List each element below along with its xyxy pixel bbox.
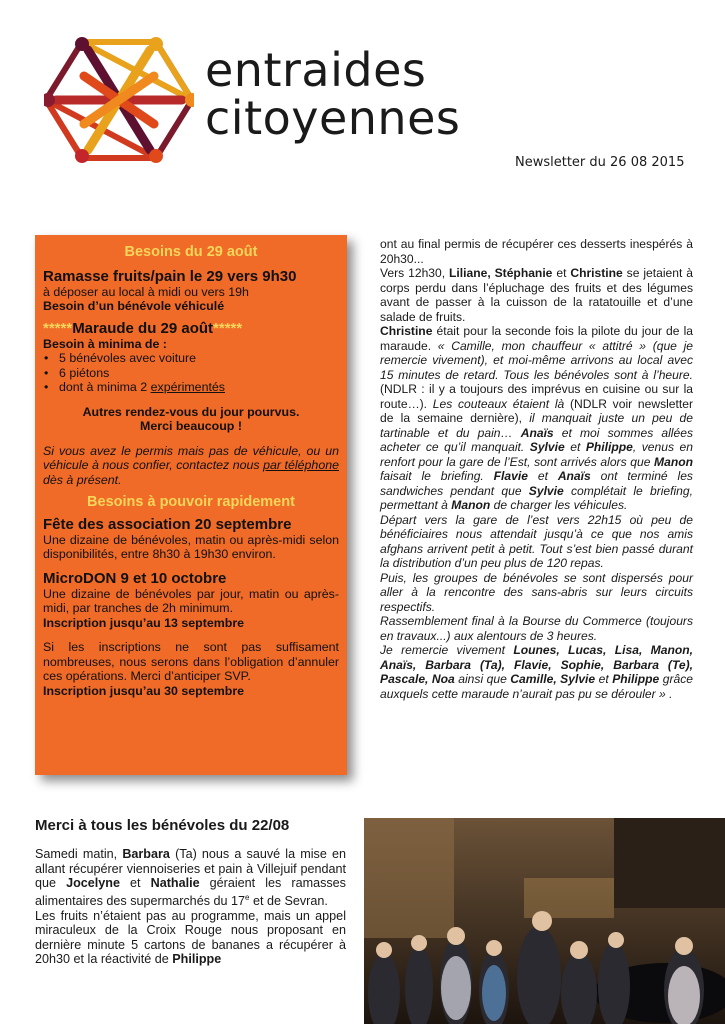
text-span: « Camille, mon chauffeur « attitré » (que je remercie vivement), et moi-même arrivons au local avec 15 minutes de retard. Tous les bénévoles sont à l’heure. (380, 338, 694, 382)
ramasse-line1: à déposer au local à midi ou vers 19h (43, 284, 249, 299)
name: Anaïs (520, 425, 554, 440)
text-span: ont terminé les sandwiches pendant que (380, 469, 693, 498)
name: Manon (451, 498, 491, 512)
needs-list (43, 351, 339, 395)
name: Sylvie (529, 440, 565, 454)
text-span: et (552, 266, 571, 280)
needs-box (35, 235, 347, 775)
text-span: et de Sevran. (249, 893, 328, 908)
report-p2 (380, 266, 693, 324)
merci-text (35, 847, 346, 967)
report-p3 (380, 324, 693, 513)
text-span: (Ta) nous a sauvé la mise en allant récupérer viennoiseries et pain à Villejuif pendant que (35, 847, 347, 891)
maraude-report (380, 237, 693, 701)
report-p1: ont au final permis de récupérer ces desserts inespérés à 20h30... (380, 237, 693, 266)
text-span: (NDLR voir newsletter de la semaine dernière), (380, 396, 693, 425)
stars-right: ***** (213, 319, 243, 337)
minima-label: Besoin à minima de : (43, 336, 167, 351)
text-span: se jetaient à corps perdu dans l’épluchage des fruits et des légumes avant de passer à la cuisson de la ratatouille et d’une salade de fruits. (380, 266, 694, 324)
fete-text: Une dizaine de bénévoles, matin ou après-midi selon disponibilités, entre 8h30 à 19h30 environ. (43, 532, 339, 561)
report-p7 (380, 643, 693, 701)
volunteers-photo (364, 818, 725, 1024)
report-p4: Départ vers la gare de l’est vers 22h15 où peu de bénéficiaires nous attendait jusqu’à ce que nos amis afghans arrivent petit à petit. Tout s’est bien passé durant la distribution d’un peu plus de 120 repas. (380, 512, 693, 570)
names: Liliane, Stéphanie (449, 266, 553, 280)
name: Anaïs (557, 469, 591, 483)
text-span: , venus en renfort pour la gare de l’Est, sont arrivés alors que (380, 440, 693, 469)
text-span: il manquait juste un peu de tartinable et du pain… (380, 411, 693, 440)
text-span: Les fruits n’étaient pas au programme, mais un appel miraculeux de la Croix Rouge nous proposant en dernière minute 5 cartons de bananes a récupérer à 20h30 et la réactivité de (35, 908, 346, 967)
brand-line1: entraides (205, 43, 427, 97)
text-span: et (119, 876, 151, 891)
microdon-text: Une dizaine de bénévoles par jour, matin ou après-midi, par tranches de 2h minimum. (43, 586, 339, 615)
permis-end: dès à présent. (43, 472, 122, 487)
list-item: • 6 piétons (43, 366, 339, 381)
text-span: Je remercie vivement (380, 643, 514, 657)
ramasse-line2: Besoin d’un bénévole véhiculé (43, 299, 225, 313)
text-span: Vers 12h30, (380, 266, 450, 280)
superscript: e (245, 892, 250, 902)
telephone-link[interactable]: par téléphone (263, 458, 339, 472)
entraides-logo (44, 36, 194, 164)
text-span: de charger les véhicules. (490, 498, 628, 512)
names: Camille, Sylvie (510, 672, 596, 686)
text-span: géraient les ramasses alimentaires des supermarchés du 17 (35, 876, 346, 908)
name: Barbara (122, 847, 170, 861)
brand-name (205, 43, 461, 145)
text-span: (NDLR : il y a toujours des imprévus en cuisine ou sur la route…). (380, 382, 693, 411)
name: Philippe (612, 672, 660, 686)
list-item-prefix: dont à minima 2 (59, 380, 151, 394)
permis-main: Si vous avez le permis mais pas de véhicule, ou un véhicule à nous confier, contactez nous (43, 443, 339, 472)
text-span: et (595, 672, 613, 686)
box-heading-2: Besoins à pouvoir rapidement (87, 494, 295, 510)
warning-text: Si les inscriptions ne sont pas suffisament nombreuses, nous serons dans l’obligation d’annuler ces opérations. Merci d’anticiper SVP. (43, 640, 339, 683)
autres-line1: Autres rendez-vous du jour pourvus. (82, 404, 300, 419)
list-item (43, 380, 339, 395)
name: Jocelyne (66, 876, 120, 891)
maraude-title-row (43, 320, 339, 337)
microdon-inscription: Inscription jusqu’au 13 septembre (43, 615, 245, 630)
text-span: Les couteaux étaient là (432, 396, 565, 411)
fete-title: Fête des association 20 septembre (43, 515, 292, 533)
merci-p2 (35, 909, 346, 967)
text-span: Samedi matin, (35, 847, 123, 861)
text-span: complétait le briefing, permettant à (380, 483, 693, 512)
name: Nathalie (150, 876, 200, 891)
name: Christine (570, 266, 623, 280)
stars-left: ***** (43, 319, 73, 337)
brand-line2: citoyennes (205, 91, 461, 145)
text-span: grâce auxquels cette maraude n’aurait pas pu se dérouler » . (380, 672, 694, 701)
report-p6: Rassemblement final à la Bourse du Commerce (toujours en travaux...) aux alentours de 3 heures. (380, 614, 693, 643)
text-span: et (527, 469, 558, 483)
names: Lounes, Lucas, Lisa, Manon, Anaïs, Barbara (Ta), Flavie, Sophie, Barbara (Te), Pascale, Noa (380, 643, 693, 686)
text-span: était pour la seconde fois la pilote du jour de la maraude. (380, 324, 693, 353)
warning-inscription: Inscription jusqu’au 30 septembre (43, 683, 245, 698)
merci-p1 (35, 847, 346, 909)
box-heading-1: Besoins du 29 août (124, 244, 258, 260)
text-span: et moi sommes allées acheter ce qu’il manquait. (380, 425, 693, 454)
permis-text (43, 444, 339, 488)
list-item: • 5 bénévoles avec voiture (43, 351, 339, 366)
name: Flavie (493, 469, 528, 483)
experimentes-link[interactable]: expérimentés (150, 380, 225, 394)
microdon-title: MicroDON 9 et 10 octobre (43, 569, 227, 587)
name: Philippe (585, 440, 633, 454)
name: Philippe (172, 952, 222, 967)
autres-line2: Merci beaucoup ! (140, 419, 242, 433)
name: Christine (380, 324, 433, 338)
text-span: ainsi que (454, 672, 511, 686)
ramasse-title: Ramasse fruits/pain le 29 vers 9h30 (43, 267, 297, 285)
text-span: et (564, 440, 586, 454)
maraude-title: Maraude du 29 août (72, 319, 214, 337)
report-p5: Puis, les groupes de bénévoles se sont dispersés pour aller à la rencontre des sans-abris sur leurs circuits respectifs. (380, 570, 693, 614)
text-span: faisait le briefing. (380, 469, 494, 483)
merci-title: Merci à tous les bénévoles du 22/08 (35, 817, 290, 834)
name: Sylvie (528, 483, 564, 498)
name: Manon (654, 454, 693, 469)
newsletter-date: Newsletter du 26 08 2015 (515, 155, 685, 170)
